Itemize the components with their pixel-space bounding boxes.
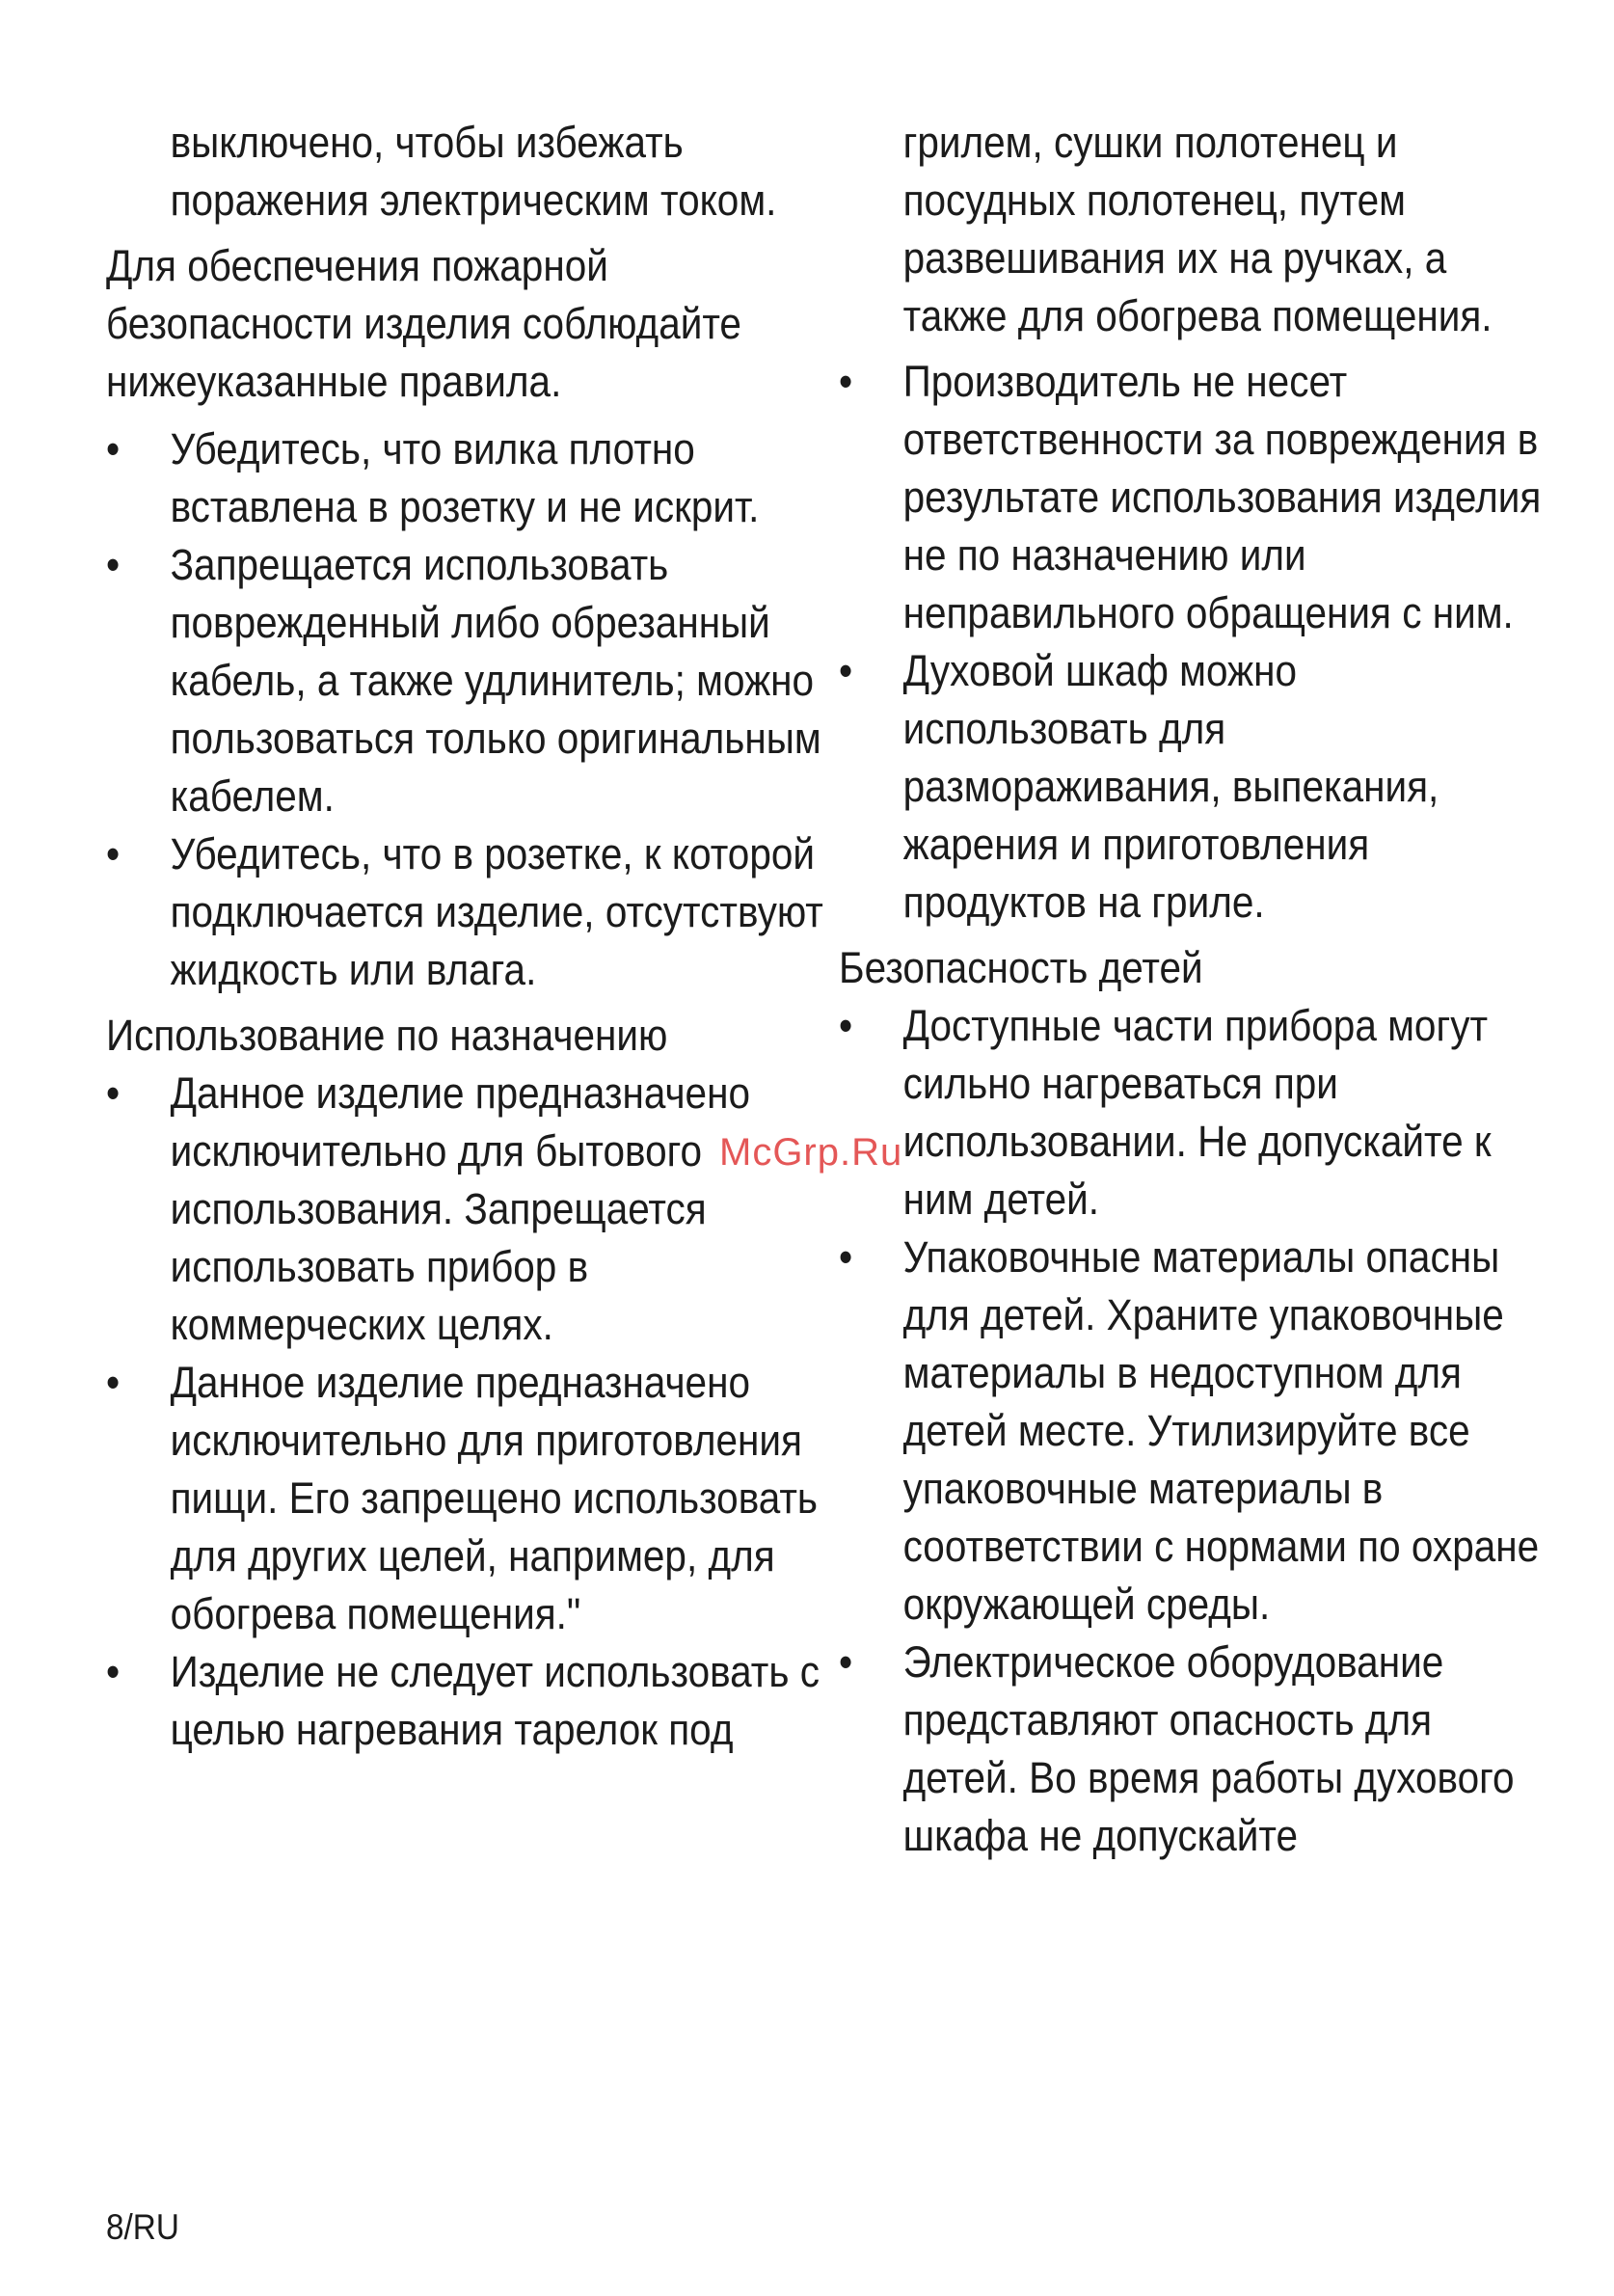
page-number: 8/RU — [106, 2207, 179, 2247]
bullet-icon: • — [839, 1637, 853, 1687]
child-bullet-1 — [839, 997, 1550, 1229]
child-bullet-3 — [839, 1634, 1550, 1865]
bullet-text: Данное изделие предназначено исключительно для приготовления пищи. Его запрещено использовать для других целей, например, для обогрева помещения." — [170, 1358, 819, 1638]
fire-bullet-1 — [106, 420, 840, 536]
bullet-icon: • — [106, 1358, 121, 1407]
child-bullet-2 — [839, 1229, 1550, 1634]
bullet-text: Производитель не несет ответственности за повреждения в результате использования изделия не по назначению или неправильного обращения с ним. — [902, 357, 1542, 637]
bullet-icon: • — [839, 357, 853, 406]
bullet-icon: • — [106, 829, 121, 878]
intended-use-heading: Использование по назначению — [106, 1011, 668, 1060]
fire-bullet-3 — [106, 825, 840, 999]
right-column — [839, 114, 1550, 1865]
bullet-text: Изделие не следует использовать с целью нагревания тарелок под — [170, 1647, 820, 1754]
bullet-icon: • — [839, 1001, 853, 1050]
bullet-icon: • — [839, 1232, 853, 1282]
bullet-text: Убедитесь, что в розетке, к которой подключается изделие, отсутствуют жидкость или влага. — [170, 829, 823, 994]
intended-use-bullet-1 — [106, 1065, 840, 1354]
left-column — [106, 114, 840, 1759]
intended-use-bullet-3 — [106, 1643, 840, 1759]
fire-bullet-2 — [106, 536, 840, 825]
bullet-text: Электрическое оборудование представляют опасность для детей. Во время работы духового шкафа не допускайте — [902, 1637, 1515, 1860]
use-bullet-1 — [839, 353, 1550, 642]
bullet-text: Убедитесь, что вилка плотно вставлена в розетку и не искрит. — [170, 424, 760, 531]
fire-safety-intro: Для обеспечения пожарной безопасности изделия соблюдайте нижеуказанные правила. — [106, 241, 741, 406]
child-safety-heading: Безопасность детей — [839, 943, 1203, 992]
bullet-text: Доступные части прибора могут сильно нагреваться при использовании. Не допускайте к ним детей. — [902, 1001, 1492, 1224]
bullet-icon: • — [106, 424, 121, 473]
bullet-icon: • — [839, 646, 853, 695]
right-continuation: грилем, сушки полотенец и посудных полотенец, путем развешивания их на ручках, а также для обогрева помещения. — [902, 118, 1493, 340]
bullet-icon: • — [106, 540, 121, 589]
use-bullet-2 — [839, 642, 1550, 932]
bullet-text: Упаковочные материалы опасны для детей. Храните упаковочные материалы в недоступном для детей месте. Утилизируйте все упаковочные материалы в соответствии с нормами по охране окружающей среды. — [902, 1232, 1540, 1629]
bullet-text: Запрещается использовать поврежденный либо обрезанный кабель, а также удлинитель; можно пользоваться только оригинальным кабелем. — [170, 540, 821, 821]
bullet-text: Духовой шкаф можно использовать для размораживания, выпекания, жарения и приготовления продуктов на гриле. — [902, 646, 1439, 927]
watermark: McGrp.Ru — [719, 1131, 903, 1174]
bullet-icon: • — [106, 1068, 121, 1118]
bullet-text: Данное изделие предназначено исключительно для бытового использования. Запрещается использовать прибор в коммерческих целях. — [170, 1068, 750, 1349]
intro-continuation: выключено, чтобы избежать поражения электрическим током. — [170, 118, 777, 225]
bullet-icon: • — [106, 1647, 121, 1696]
intended-use-bullet-2 — [106, 1354, 840, 1643]
